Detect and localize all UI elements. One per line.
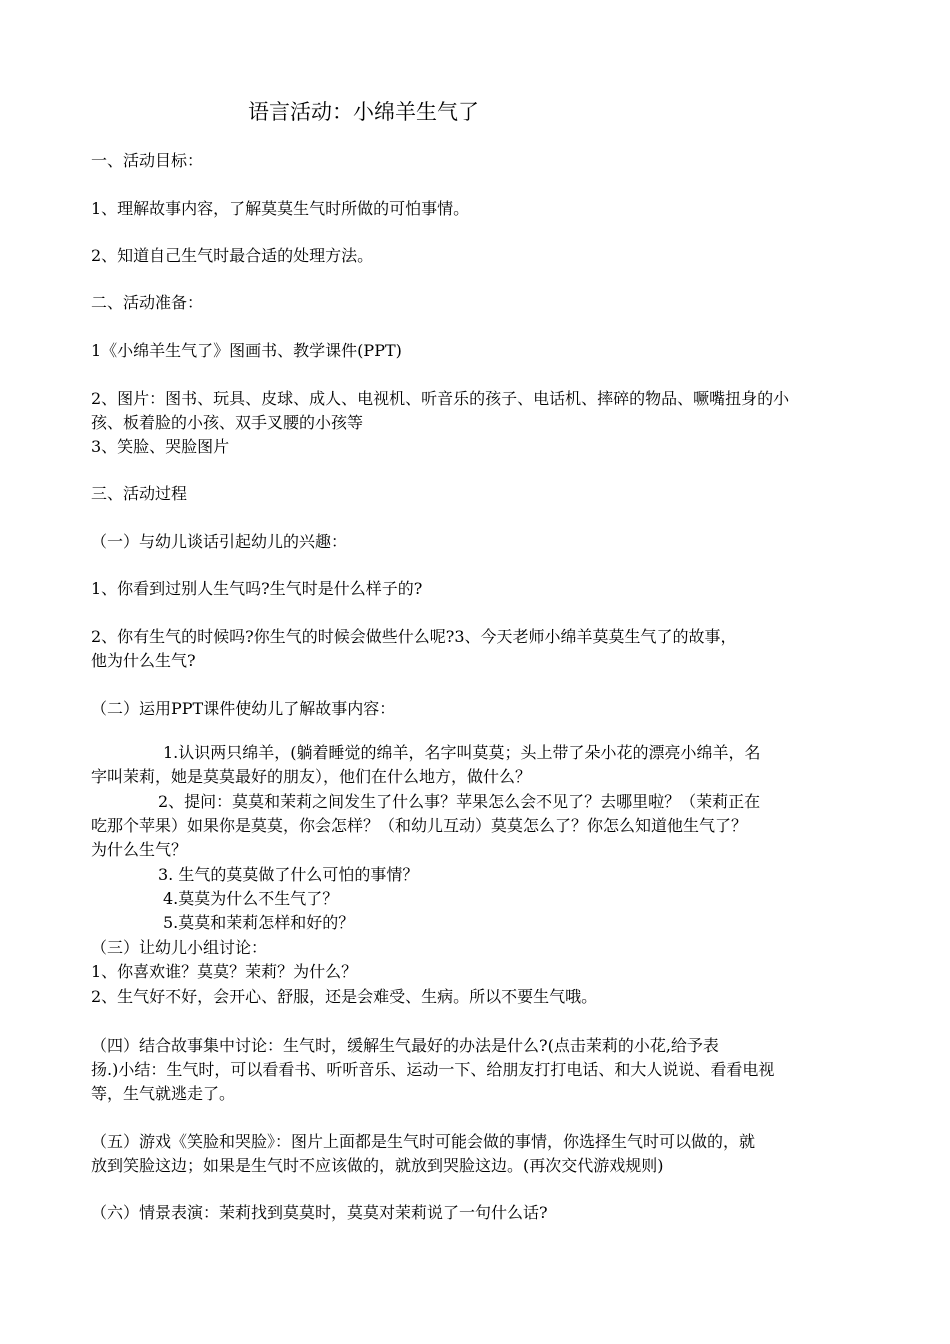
step-3-item-1: 1、你喜欢谁？莫莫？茉莉？为什么？	[91, 962, 358, 981]
section-heading-process: 三、活动过程	[91, 484, 188, 503]
step-2-item-3: 3. 生气的莫莫做了什么可怕的事情？	[158, 865, 419, 884]
prep-item-2-line-1: 2、图片：图书、玩具、皮球、成人、电视机、听音乐的孩子、电话机、摔碎的物品、噘嘴扭身的小	[91, 389, 790, 408]
step-1-item-2-line-2: 他为什么生气?	[91, 651, 196, 670]
step-5-line-1: （五）游戏《笑脸和哭脸》：图片上面都是生气时可能会做的事情，你选择生气时可以做的，就	[91, 1132, 756, 1151]
step-1-item-2-line-1: 2、你有生气的时候吗?你生气的时候会做些什么呢?3、今天老师小绵羊莫莫生气了的故事，	[91, 627, 737, 646]
step-1-item-1: 1、你看到过别人生气吗?生气时是什么样子的?	[91, 579, 423, 598]
step-4-line-1: （四）结合故事集中讨论：生气时，缓解生气最好的办法是什么?(点击茉莉的小花,给予表	[91, 1036, 719, 1055]
step-1-heading: （一）与幼儿谈话引起幼儿的兴趣：	[91, 532, 348, 551]
step-3-item-2: 2、生气好不好，会开心、舒服，还是会难受、生病。所以不要生气哦。	[91, 987, 598, 1006]
step-2-item-1-line-2: 字叫茉莉，她是莫莫最好的朋友），他们在什么地方，做什么？	[91, 767, 532, 786]
goal-item-2: 2、知道自己生气时最合适的处理方法。	[91, 246, 374, 265]
step-2-item-1-line-1: 1.认识两只绵羊，(躺着睡觉的绵羊，名字叫莫莫；头上带了朵小花的漂亮小绵羊，名	[163, 743, 761, 762]
prep-item-3: 3、笑脸、哭脸图片	[91, 437, 230, 456]
step-2-item-2-line-1: 2、提问：莫莫和茉莉之间发生了什么事？苹果怎么会不见了？去哪里啦？（茉莉正在	[158, 792, 761, 811]
step-2-item-5: 5.莫莫和茉莉怎样和好的？	[163, 913, 355, 932]
step-2-item-2-line-2: 吃那个苹果）如果你是莫莫，你会怎样？（和幼儿互动）莫莫怎么了？你怎么知道他生气了？	[91, 816, 748, 835]
step-2-heading: （二）运用PPT课件使幼儿了解故事内容：	[91, 699, 396, 718]
prep-item-1: 1《小绵羊生气了》图画书、教学课件(PPT)	[91, 341, 402, 360]
prep-item-2-line-2: 孩、板着脸的小孩、双手叉腰的小孩等	[91, 413, 364, 432]
document-title: 语言活动：小绵羊生气了	[248, 100, 479, 124]
goal-item-1: 1、理解故事内容，了解莫莫生气时所做的可怕事情。	[91, 199, 470, 218]
step-5-line-2: 放到笑脸这边；如果是生气时不应该做的，就放到哭脸这边。(再次交代游戏规则)	[91, 1156, 664, 1175]
step-4-line-2: 扬.)小结：生气时，可以看看书、听听音乐、运动一下、给朋友打打电话、和大人说说、看看电视	[91, 1060, 775, 1079]
step-4-line-3: 等，生气就逃走了。	[91, 1084, 236, 1103]
step-2-item-4: 4.莫莫为什么不生气了？	[163, 889, 339, 908]
section-heading-preparation: 二、活动准备：	[91, 293, 204, 312]
step-3-heading: （三）让幼儿小组讨论：	[91, 938, 268, 957]
section-heading-goals: 一、活动目标：	[91, 151, 204, 170]
step-2-item-2-line-3: 为什么生气？	[91, 840, 188, 859]
step-6-line-1: （六）情景表演：茉莉找到莫莫时，莫莫对茉莉说了一句什么话?	[91, 1203, 548, 1222]
